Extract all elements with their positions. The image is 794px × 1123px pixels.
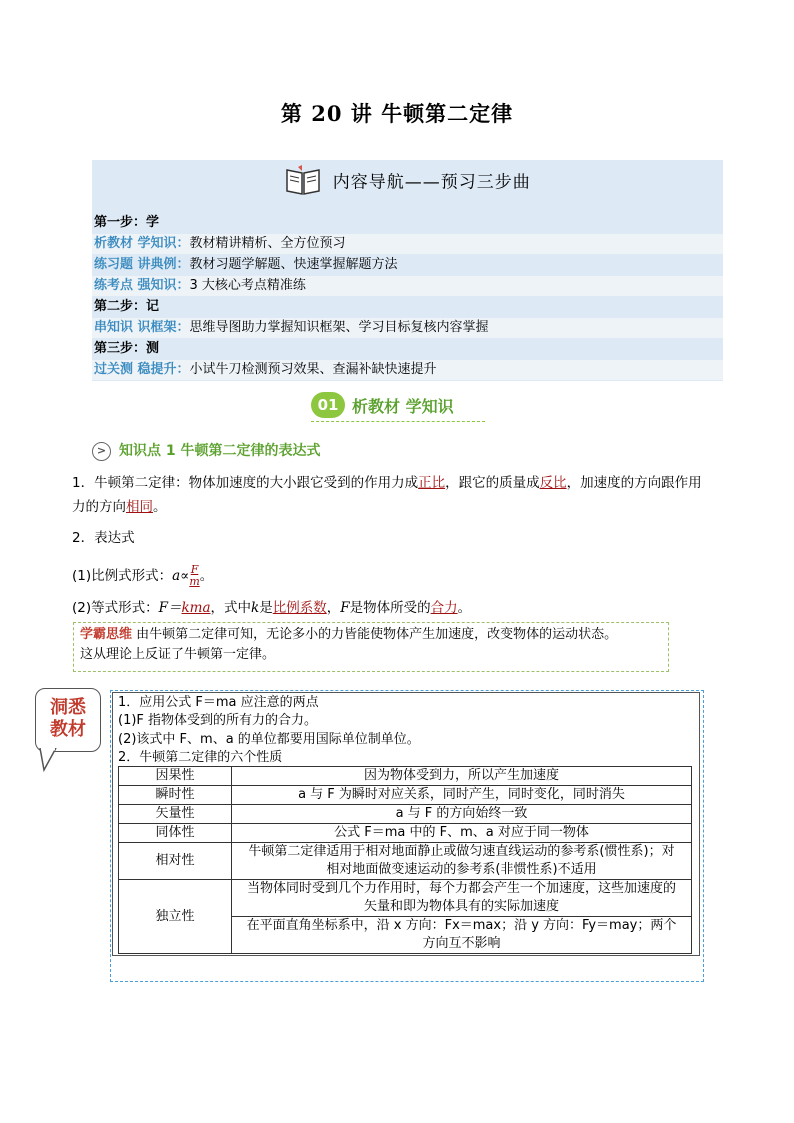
navigation-row (92, 360, 723, 380)
speech-tail-icon (38, 748, 58, 772)
chevron-right-icon: > (92, 442, 111, 461)
navigation-heading-text: 内容导航——预习三步曲 (332, 172, 531, 193)
insight-line-4: 2．牛顿第二定律的六个性质 (118, 750, 283, 765)
navigation-row (92, 234, 723, 254)
open-book-icon (284, 164, 322, 201)
paragraph-definition: 1．牛顿第二定律：物体加速度的大小跟它受到的作用力成正比，跟它的质量成反比，加速度的方向跟作用 力的方向相同。 (72, 475, 702, 515)
navigation-row (92, 276, 723, 296)
section-divider (311, 421, 485, 422)
paragraph-expression-heading: 2．表达式 (72, 530, 135, 546)
insight-line-3: (2)该式中 F、m、a 的单位都要用国际单位制单位。 (118, 732, 420, 747)
insight-line-1: 1．应用公式 F＝ma 应注意的两点 (118, 695, 319, 710)
navigation-row-label: 第二步：记 (94, 299, 160, 314)
navigation-row (92, 339, 723, 359)
navigation-row (92, 318, 723, 338)
navigation-row (92, 297, 723, 317)
navigation-row (92, 213, 723, 233)
navigation-heading (92, 164, 723, 201)
study-tip-box (73, 622, 669, 672)
table-row: 独立性 当物体同时受到几个力作用时，每个力都会产生一个加速度，这些加速度的矢量和即为物体具有的实际加速度 (119, 880, 692, 917)
table-row: 因果性 因为物体受到力，所以产生加速度 (119, 767, 692, 786)
navigation-row-text: 教材精讲精析、全方位预习 (189, 236, 346, 251)
navigation-row-text: 3 大核心考点精准练 (189, 278, 306, 293)
navigation-row-text: 小试牛刀检测预习效果、查漏补缺快速提升 (189, 362, 437, 377)
fraction: $\frac{F}{m}$ (189, 563, 200, 588)
knowledge-point-text: 知识点 1 牛顿第二定律的表达式 (119, 443, 321, 459)
paragraph-proportional-form: (1)比例式形式：a∝ $\frac{F}{m}$ 。 (72, 563, 214, 588)
table-row: 在平面直角坐标系中，沿 x 方向：Fx＝max；沿 y 方向：Fy＝may；两个方向互不影响 (119, 917, 692, 954)
study-tip-text-2: 这从理论上反证了牛顿第一定律。 (80, 647, 276, 662)
navigation-row-label: 练习题 讲典例： (94, 257, 190, 272)
table-row: 瞬时性 a 与 F 为瞬时对应关系，同时产生，同时变化，同时消失 (119, 786, 692, 805)
navigation-row-label: 练考点 强知识： (94, 278, 190, 293)
table-row: 同体性 公式 F＝ma 中的 F、m、a 对应于同一物体 (119, 824, 692, 843)
navigation-row-text: 思维导图助力掌握知识框架、学习目标复核内容掌握 (189, 320, 489, 335)
section-title: 析教材 学知识 (352, 397, 454, 416)
navigation-row-label: 第三步：测 (94, 341, 160, 356)
study-tip-text-1: 由牛顿第二定律可知，无论多小的力皆能使物体产生加速度，改变物体的运动状态。 (136, 627, 618, 642)
insight-badge: 洞悉 教材 (35, 688, 101, 752)
navigation-row (92, 255, 723, 275)
knowledge-point-heading (92, 440, 321, 461)
table-row: 矢量性 a 与 F 的方向始终一致 (119, 805, 692, 824)
navigation-row-label: 过关测 稳提升： (94, 362, 190, 377)
paragraph-equation-form: (2)等式形式：F＝kma，式中k是比例系数，F是物体所受的合力。 (72, 600, 472, 616)
navigation-row-label: 第一步：学 (94, 215, 160, 230)
section-number-badge: 01 (311, 392, 345, 418)
navigation-row-label: 析教材 学知识： (94, 236, 190, 251)
navigation-row-label: 串知识 识框架： (94, 320, 190, 335)
study-tip-label: 学霸思维 (80, 627, 133, 642)
page-title: 第 20 讲 牛顿第二定律 (280, 101, 514, 126)
insight-line-2: (1)F 指物体受到的所有力的合力。 (118, 713, 318, 728)
properties-table (118, 766, 692, 954)
navigation-row-text: 教材习题学解题、快速掌握解题方法 (189, 257, 398, 272)
table-row: 相对性 牛顿第二定律适用于相对地面静止或做匀速直线运动的参考系(惯性系)；对相对地面做变速运动的参考系(非惯性系)不适用 (119, 843, 692, 880)
